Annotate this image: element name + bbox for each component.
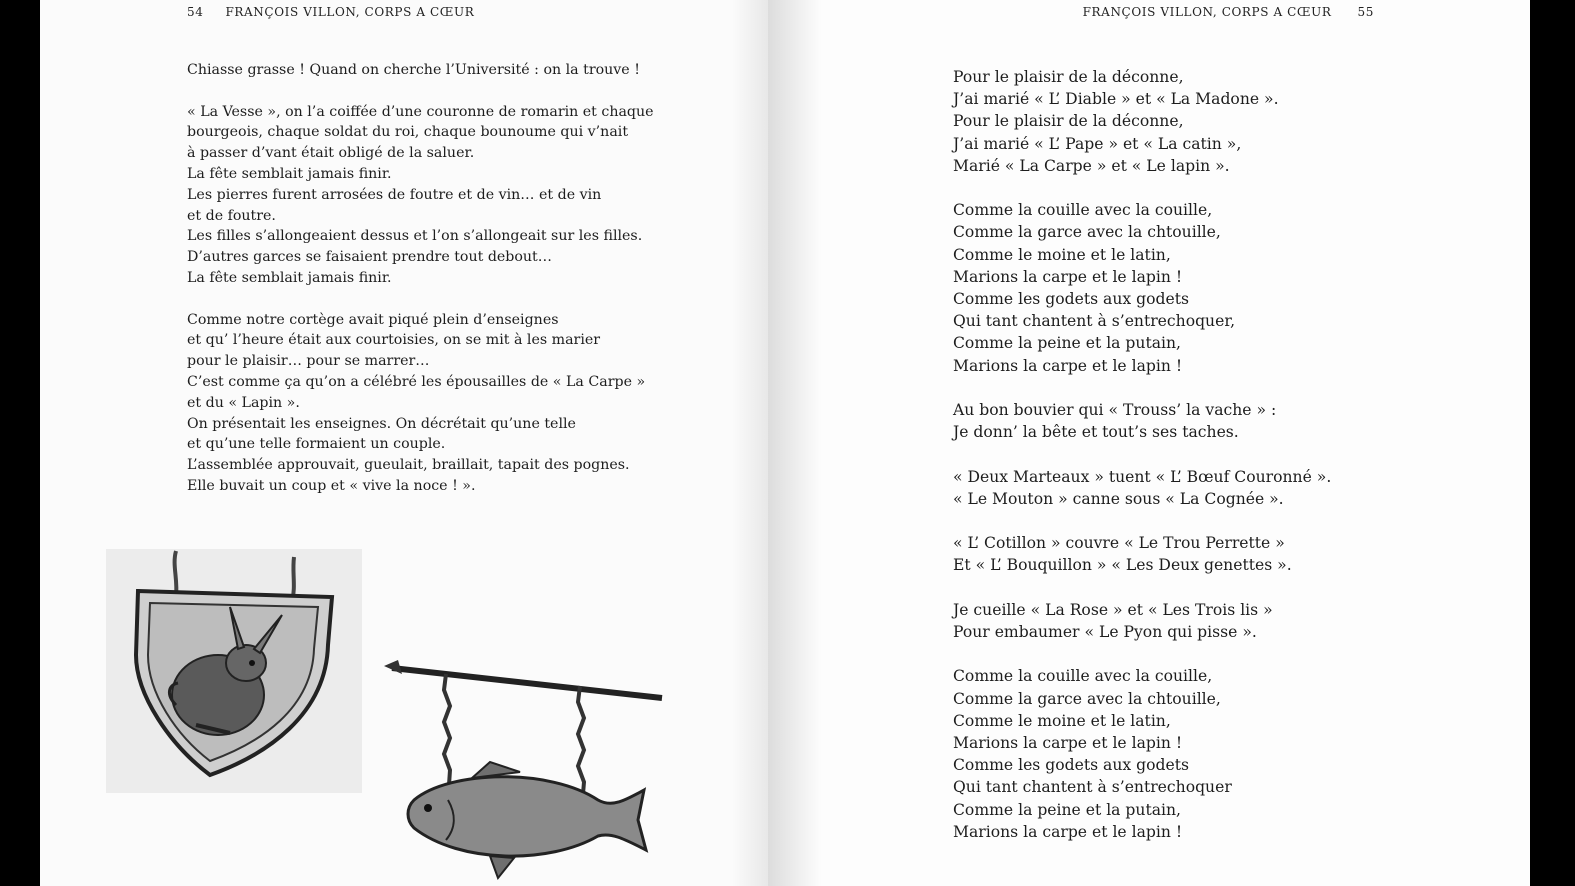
blank-line [953, 177, 1331, 199]
prose-line: Chiasse grasse ! Quand on cherche l’Université : on la trouve ! [187, 62, 640, 78]
prose-line: La fête semblait jamais finir. [187, 269, 392, 286]
verse-line: Pour le plaisir de la déconne, [953, 112, 1184, 131]
blank-line [953, 377, 1331, 399]
verse-line: Comme la couille avec la couille, [953, 201, 1213, 220]
prose-line: La fête semblait jamais finir. [187, 165, 392, 182]
verse-line: « Deux Marteaux » tuent « L’ Bœuf Couronné ». [953, 467, 1332, 486]
blank-line [187, 289, 657, 310]
left-page-number: 54 [187, 5, 204, 19]
prose-line: Comme notre cortège avait piqué plein d’enseignes [187, 311, 559, 328]
left-gutter-shadow [732, 0, 768, 886]
right-gutter-shadow [768, 0, 822, 886]
prose-line: Les pierres furent arrosées de foutre et de vin… et de vin [187, 186, 602, 203]
verse-line: Pour le plaisir de la déconne, [953, 68, 1184, 86]
blank-line [953, 577, 1331, 599]
verse-line: J’ai marié « L’ Pape » et « La catin », [953, 134, 1242, 153]
blank-line [187, 81, 657, 102]
verse-line: Qui tant chantent à s’entrechoquer, [953, 312, 1236, 331]
right-running-title: FRANÇOIS VILLON, CORPS A CŒUR [1082, 5, 1332, 19]
verse-line: Comme la couille avec la couille, [953, 667, 1213, 686]
prose-line: et qu’ l’heure était aux courtoisies, on se mit à les marier [187, 332, 601, 349]
blank-line [953, 643, 1331, 665]
prose-line: Elle buvait un coup et « vive la noce ! ». [187, 477, 476, 494]
prose-line: et qu’une telle formaient un couple. [187, 436, 446, 453]
verse-line: Marions la carpe et le lapin ! [953, 267, 1183, 286]
verse-line: Je donn’ la bête et tout’s ses taches. [953, 423, 1239, 442]
rabbit-shield-sign-icon [106, 545, 364, 795]
left-running-head [187, 5, 474, 19]
verse-line: Marié « La Carpe » et « Le lapin ». [953, 156, 1230, 175]
verse-line: Pour embaumer « Le Pyon qui pisse ». [953, 623, 1257, 641]
prose-line: et de foutre. [187, 207, 276, 224]
book-spread [40, 0, 1530, 886]
prose-line: C’est comme ça qu’on a célébré les épousailles de « La Carpe » [187, 373, 646, 390]
prose-line: D’autres garces se faisaient prendre tout debout… [187, 249, 552, 266]
prose-line: « La Vesse », on l’a coiffée d’une couronne de romarin et chaque [187, 103, 654, 120]
carp-hanging-sign-icon [380, 650, 665, 886]
verse-line: Comme les godets aux godets [953, 290, 1190, 309]
prose-line: pour le plaisir… pour se marrer… [187, 353, 430, 370]
blank-line [953, 443, 1331, 465]
verse-line: Marions la carpe et le lapin ! [953, 734, 1183, 752]
verse-line: « L’ Cotillon » couvre « Le Trou Perrette » [953, 534, 1285, 553]
left-page [40, 0, 768, 886]
verse-line: Comme le moine et le latin, [953, 245, 1171, 264]
blank-line [953, 510, 1331, 532]
prose-line: bourgeois, chaque soldat du roi, chaque bounoume qui v’nait [187, 124, 629, 141]
verse-line: Comme la garce avec la chtouille, [953, 223, 1221, 242]
verse-line: Comme la peine et la putain, [953, 334, 1182, 353]
right-page-number: 55 [1357, 5, 1374, 19]
prose-line: On présentait les enseignes. On décrétait qu’une telle [187, 415, 576, 432]
verse-line: « Le Mouton » canne sous « La Cognée ». [953, 489, 1284, 508]
verse-line: Marions la carpe et le lapin ! [953, 822, 1183, 841]
verse-line: Je cueille « La Rose » et « Les Trois lis » [953, 600, 1273, 619]
right-running-head [1083, 5, 1374, 19]
verse-line: Et « L’ Bouquillon » « Les Deux genettes ». [953, 556, 1292, 575]
left-running-title: FRANÇOIS VILLON, CORPS A CŒUR [225, 5, 475, 19]
verse-line: Comme la peine et la putain, [953, 800, 1182, 819]
prose-line: L’assemblée approuvait, gueulait, braillait, tapait des pognes. [187, 457, 630, 474]
prose-line: à passer d’vant était obligé de la saluer. [187, 145, 475, 162]
right-poem [953, 66, 1331, 843]
prose-line: et du « Lapin ». [187, 394, 300, 411]
prose-line: Les filles s’allongeaient dessus et l’on s’allongeait sur les filles. [187, 228, 643, 245]
verse-line: Marions la carpe et le lapin ! [953, 356, 1183, 375]
verse-line: Qui tant chantent à s’entrechoquer [953, 778, 1232, 797]
right-page [768, 0, 1530, 886]
verse-line: J’ai marié « L’ Diable » et « La Madone ». [953, 90, 1279, 109]
verse-line: Au bon bouvier qui « Trouss’ la vache » : [953, 401, 1277, 420]
verse-line: Comme le moine et le latin, [953, 711, 1171, 730]
verse-line: Comme les godets aux godets [953, 756, 1190, 775]
left-prose [187, 60, 657, 497]
verse-line: Comme la garce avec la chtouille, [953, 689, 1221, 708]
